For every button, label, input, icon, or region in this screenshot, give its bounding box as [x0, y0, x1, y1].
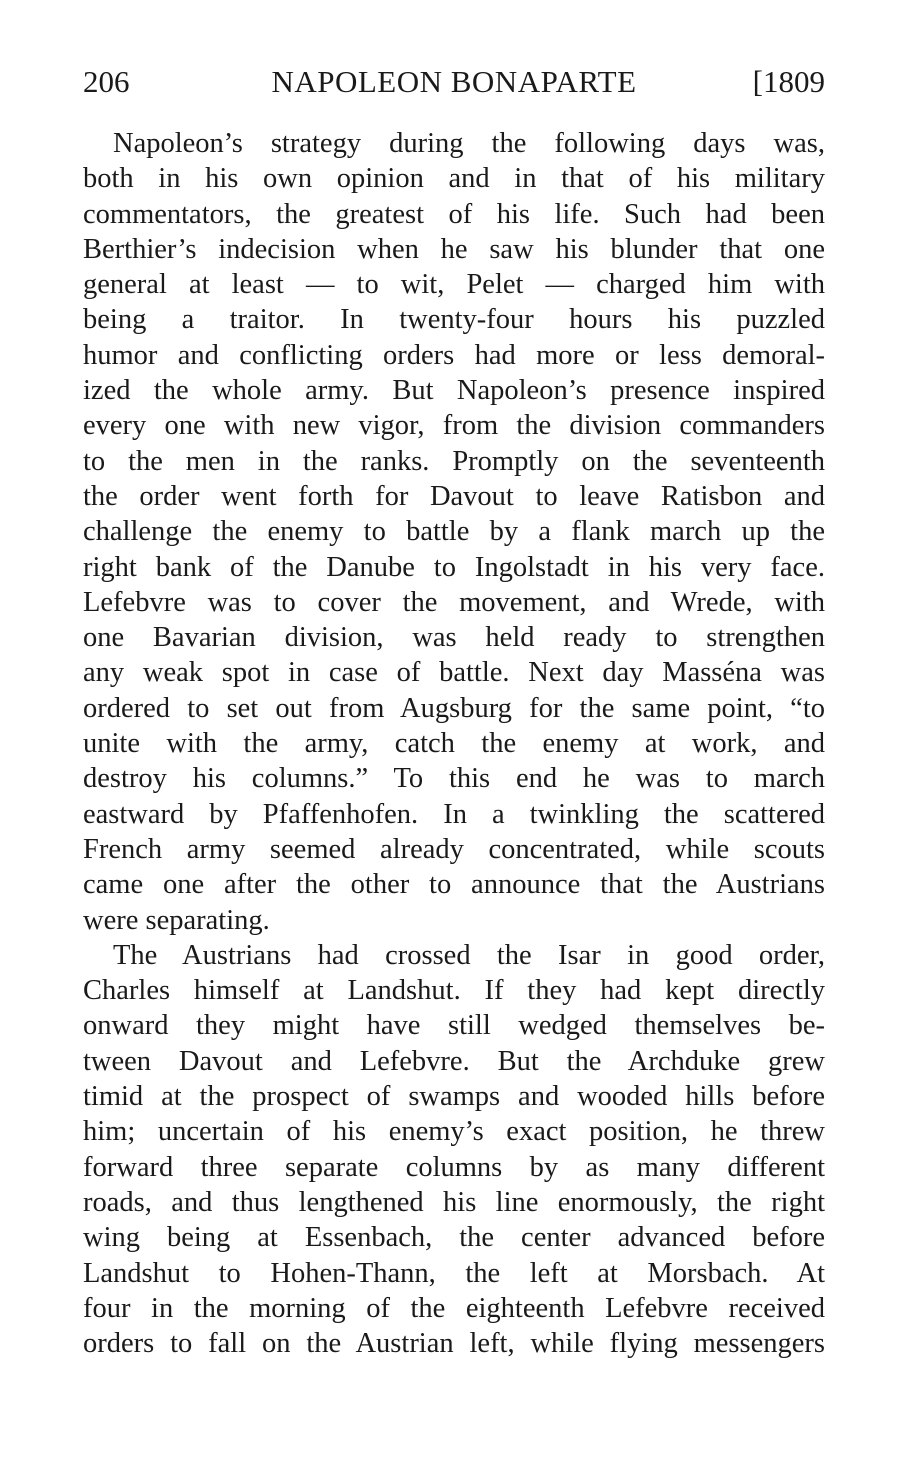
text-line: any weak spot in case of battle. Next day Masséna was: [83, 657, 825, 689]
text-line: humor and conflicting orders had more or less demoral-: [83, 339, 825, 371]
text-line: right bank of the Danube to Ingolstadt in his very face.: [83, 551, 825, 583]
text-line: challenge the enemy to battle by a flank march up the: [83, 516, 825, 548]
running-head: [83, 62, 825, 102]
running-year: [1809: [752, 64, 825, 99]
text-line: both in his own opinion and in that of his military: [83, 163, 825, 195]
text-line: roads, and thus lengthened his line enormously, the right: [83, 1186, 825, 1218]
text-line: Landshut to Hohen-Thann, the left at Morsbach. At: [83, 1257, 825, 1289]
text-line: four in the morning of the eighteenth Lefebvre received: [83, 1292, 825, 1324]
text-line: Charles himself at Landshut. If they had kept directly: [83, 975, 825, 1007]
text-line: every one with new vigor, from the division commanders: [83, 410, 825, 442]
text-line: to the men in the ranks. Promptly on the seventeenth: [83, 445, 825, 477]
text-line: orders to fall on the Austrian left, while flying messengers: [83, 1328, 825, 1360]
text-line: Napoleon’s strategy during the following days was,: [113, 128, 825, 159]
text-line: forward three separate columns by as many different: [83, 1151, 825, 1183]
text-line: timid at the prospect of swamps and wooded hills before: [83, 1081, 825, 1113]
text-line: were separating.: [83, 904, 270, 936]
text-line: wing being at Essenbach, the center advanced before: [83, 1222, 825, 1254]
text-line: French army seemed already concentrated, while scouts: [83, 833, 825, 865]
text-line: unite with the army, catch the enemy at work, and: [83, 728, 825, 760]
text-line: The Austrians had crossed the Isar in good order,: [113, 939, 825, 971]
text-line: eastward by Pfaffenhofen. In a twinkling the scattered: [83, 798, 825, 830]
text-line: ordered to set out from Augsburg for the same point, “to: [83, 692, 825, 724]
running-title: NAPOLEON BONAPARTE: [271, 64, 637, 99]
text-line: tween Davout and Lefebvre. But the Archduke grew: [83, 1045, 825, 1077]
text-line: commentators, the greatest of his life. Such had been: [83, 198, 825, 230]
text-line: came one after the other to announce that the Austrians: [83, 869, 825, 901]
text-line: onward they might have still wedged themselves be-: [83, 1010, 825, 1042]
text-line: him; uncertain of his enemy’s exact position, he threw: [83, 1116, 825, 1148]
text-line: destroy his columns.” To this end he was to march: [83, 763, 825, 795]
text-line: ized the whole army. But Napoleon’s presence inspired: [83, 375, 825, 407]
body-text: [83, 126, 825, 1361]
text-line: the order went forth for Davout to leave Ratisbon and: [83, 480, 825, 512]
text-line: general at least — to wit, Pelet — charged him with: [83, 269, 825, 301]
paragraph-2: [83, 938, 825, 1362]
text-line: one Bavarian division, was held ready to strengthen: [83, 622, 825, 654]
text-line: being a traitor. In twenty-four hours his puzzled: [83, 304, 825, 336]
text-line: Berthier’s indecision when he saw his blunder that one: [83, 233, 825, 265]
text-line: Lefebvre was to cover the movement, and Wrede, with: [83, 586, 825, 618]
paragraph-1: [83, 126, 825, 938]
page-number: 206: [83, 64, 130, 99]
